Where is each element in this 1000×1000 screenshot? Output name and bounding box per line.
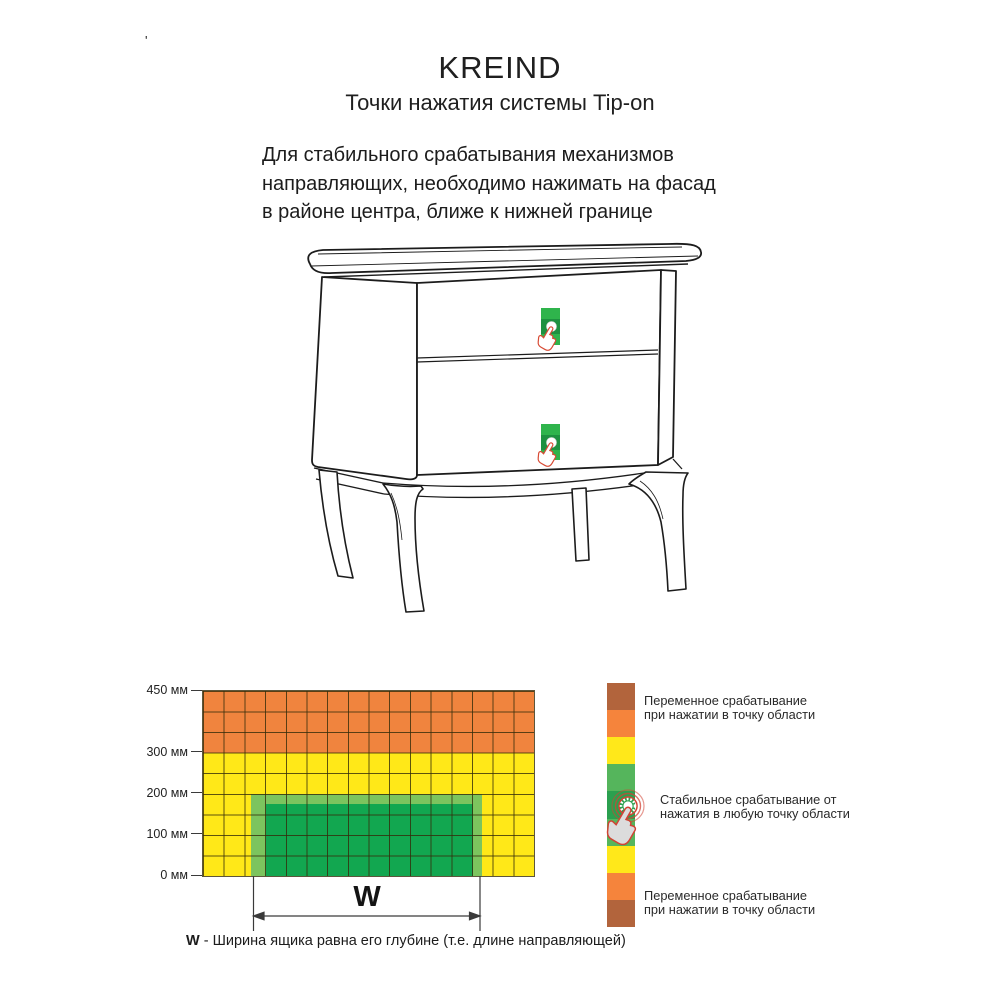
nightstand-drawing xyxy=(295,238,710,628)
legend-segment xyxy=(607,737,635,764)
cabinet-right-edge xyxy=(658,270,676,465)
legend-label-variable-bottom: Переменное срабатывание при нажатии в точку области xyxy=(644,888,816,917)
axis-tick: 200 мм xyxy=(130,786,202,800)
intro-line: Для стабильного срабатывания механизмов xyxy=(262,144,674,166)
legend-label-stable: Стабильное срабатывание от нажатия в любую точку области xyxy=(660,792,850,821)
axis-tick: 0 мм xyxy=(130,868,202,882)
leg-contours xyxy=(391,481,663,540)
cabinet-side-panel xyxy=(312,277,417,479)
cabinet-top xyxy=(308,244,701,273)
stray-mark: ' xyxy=(145,33,148,48)
intro-line: направляющих, необходимо нажимать на фасад xyxy=(262,172,716,195)
axis-tick: 100 мм xyxy=(130,827,202,841)
axis-tick: 450 мм xyxy=(130,683,202,697)
width-label: W xyxy=(353,881,381,913)
touch-hand-icon xyxy=(596,772,666,852)
grid-lines xyxy=(203,691,534,876)
legend-segment xyxy=(607,683,635,710)
legend-segment xyxy=(607,710,635,737)
legend-label-variable-top: Переменное срабатывание при нажатии в точку области xyxy=(644,693,816,722)
page-title: Точки нажатия системы Tip-on xyxy=(345,90,655,115)
intro-line: в районе центра, ближе к нижней границе xyxy=(262,201,653,223)
press-zone-chart xyxy=(202,690,535,877)
front-right-leg xyxy=(629,472,688,591)
drawer-fronts xyxy=(417,270,661,475)
front-left-leg xyxy=(383,484,424,612)
chart-caption: W - Ширина ящика равна его глубине (т.е. длине направляющей) xyxy=(186,933,626,949)
chart-y-axis xyxy=(130,683,202,882)
legend-segment xyxy=(607,900,635,927)
brand-title: KREIND xyxy=(438,50,562,85)
cabinet-body xyxy=(312,270,676,479)
legend-segment xyxy=(607,873,635,900)
intro-paragraph xyxy=(262,141,716,227)
axis-tick: 300 мм xyxy=(130,745,202,759)
rear-right-leg xyxy=(572,488,589,561)
